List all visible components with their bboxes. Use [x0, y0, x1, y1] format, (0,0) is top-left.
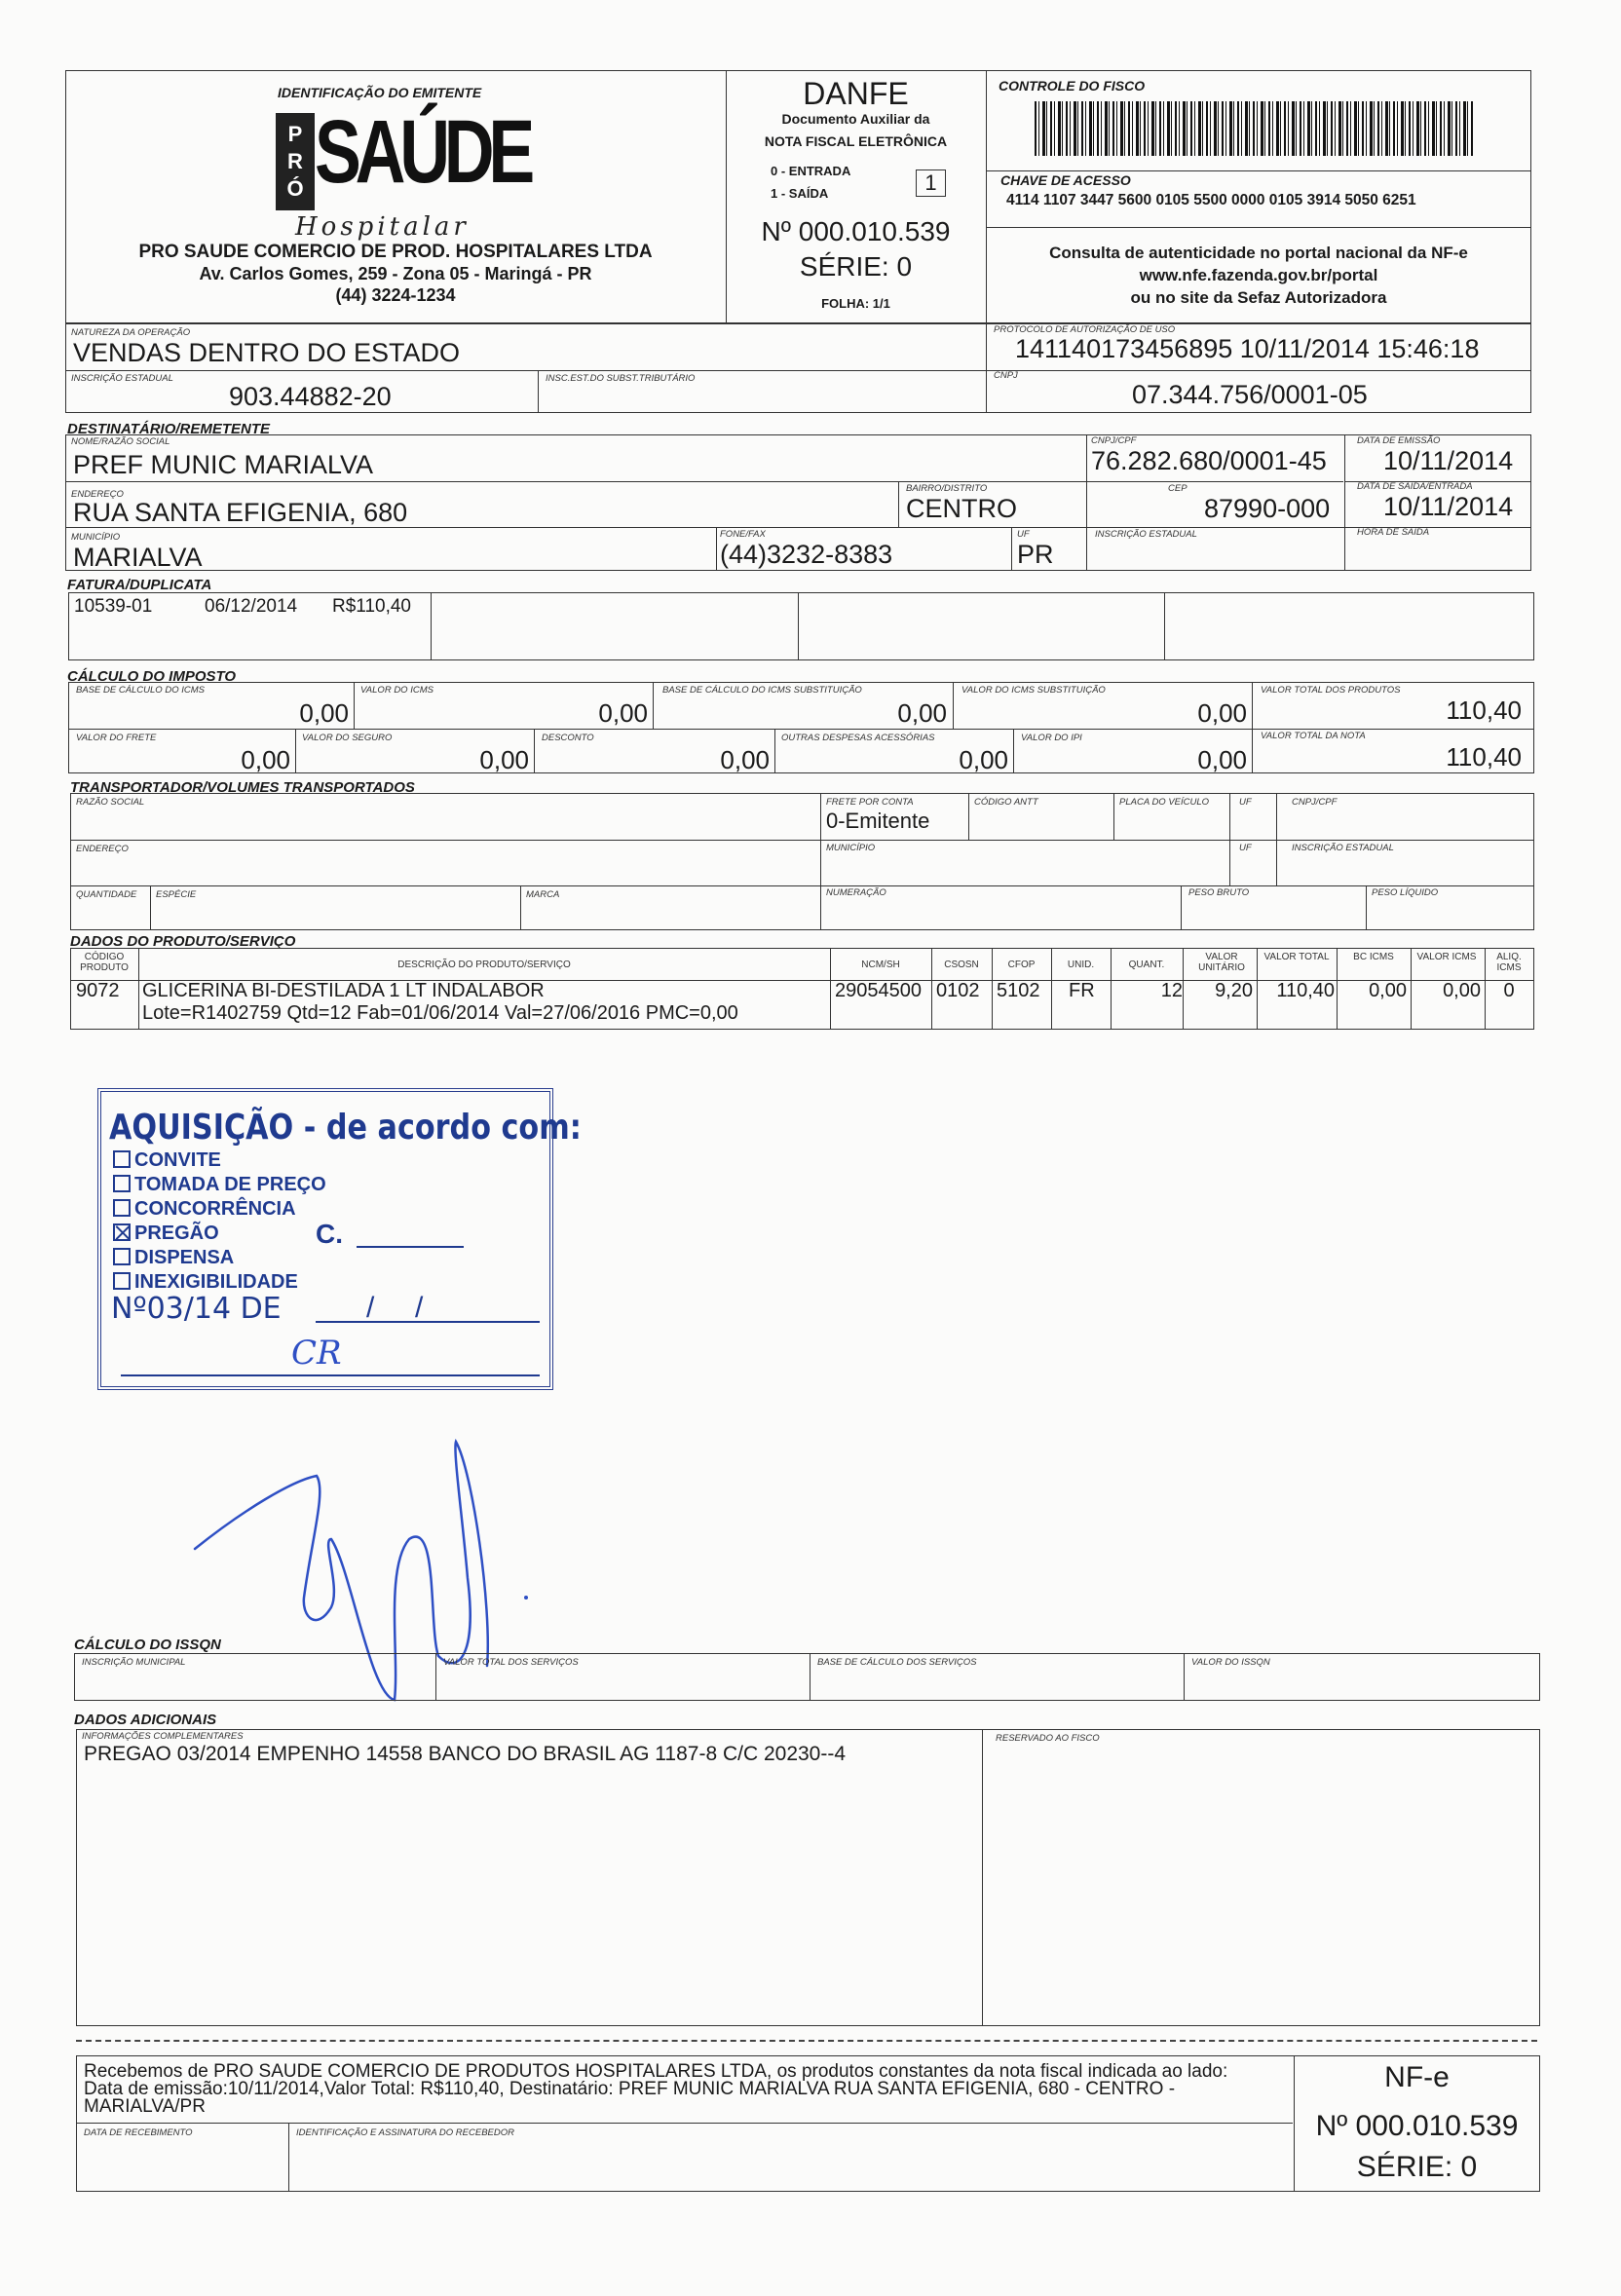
danfe-sub2: NOTA FISCAL ELETRÔNICA [764, 133, 948, 149]
info-complementares-label: INFORMAÇÕES COMPLEMENTARES [82, 1731, 244, 1742]
th-csosn: CSOSN [944, 960, 979, 970]
th-quant: QUANT. [1128, 960, 1165, 970]
canhoto-data-label: DATA DE RECEBIMENTO [84, 2127, 193, 2138]
item-quant: 12 [1160, 980, 1183, 1001]
th-vicms: VALOR ICMS [1416, 952, 1477, 962]
issqn-section: CÁLCULO DO ISSQN [74, 1637, 221, 1653]
issqn-block [74, 1653, 1540, 1701]
dest-bairro: CENTRO [906, 494, 1017, 523]
ie-value: 903.44882-20 [229, 382, 392, 411]
item-codigo: 9072 [76, 980, 120, 1001]
fatura-numero: 10539-01 [74, 596, 153, 617]
stamp-c-label: C. [316, 1219, 343, 1249]
total-nota-label: VALOR TOTAL DA NOTA [1261, 731, 1366, 741]
fatura-valor: R$110,40 [332, 596, 411, 617]
stamp-numero-line: Nº03/14 DE [111, 1292, 282, 1326]
item-vicms: 0,00 [1443, 980, 1481, 1001]
item-descricao2: Lote=R1402759 Qtd=12 Fab=01/06/2014 Val=27/06/2016 PMC=0,00 [142, 1002, 738, 1024]
canhoto-assinatura-label: IDENTIFICAÇÃO E ASSINATURA DO RECEBEDOR [296, 2127, 514, 2138]
destinatario-section: DESTINATÁRIO/REMETENTE [67, 421, 271, 437]
cnpj-label: CNPJ [994, 370, 1018, 381]
ie-label: INSCRIÇÃO ESTADUAL [71, 373, 173, 384]
dest-endereco-label: ENDEREÇO [71, 489, 124, 500]
checkbox-pregao-checked [113, 1223, 131, 1241]
th-descricao: DESCRIÇÃO DO PRODUTO/SERVIÇO [397, 960, 571, 970]
dest-cep-label: CEP [1168, 483, 1187, 494]
transp-endereco-label: ENDEREÇO [76, 844, 129, 854]
item-unid: FR [1069, 980, 1095, 1001]
consulta-line2: www.nfe.fazenda.gov.br/portal [1139, 266, 1378, 284]
th-vunit: VALOR UNITÁRIO [1198, 952, 1245, 973]
th-codigo: CÓDIGO PRODUTO [80, 952, 129, 973]
transp-antt-label: CÓDIGO ANTT [974, 797, 1038, 808]
entrada-label: 0 - ENTRADA [771, 164, 851, 178]
dest-endereco: RUA SANTA EFIGENIA, 680 [73, 498, 408, 527]
dest-municipio-label: MUNICÍPIO [71, 532, 121, 543]
base-icms-label: BASE DE CÁLCULO DO ICMS [76, 685, 205, 696]
transp-ie-label: INSCRIÇÃO ESTADUAL [1292, 843, 1394, 853]
natureza-value: VENDAS DENTRO DO ESTADO [73, 338, 461, 367]
item-descricao: GLICERINA BI-DESTILADA 1 LT INDALABOR [142, 980, 545, 1001]
transp-placa-label: PLACA DO VEÍCULO [1119, 797, 1210, 808]
protocolo-value: 141140173456895 10/11/2014 15:46:18 [1015, 334, 1480, 363]
checkbox-concorrencia [113, 1199, 131, 1217]
controle-fisco-label: CONTROLE DO FISCO [999, 78, 1146, 94]
dest-fone: (44)3232-8383 [720, 540, 893, 569]
transp-numeracao-label: NUMERAÇÃO [826, 887, 886, 898]
canhoto-serie: SÉRIE: 0 [1356, 2151, 1478, 2183]
desconto-value: 0,00 [720, 745, 770, 774]
issqn-total-label: VALOR TOTAL DOS SERVIÇOS [443, 1657, 579, 1668]
fatura-vencimento: 06/12/2014 [205, 596, 298, 617]
adicionais-block [76, 1729, 1540, 2026]
total-produtos-value: 110,40 [1446, 696, 1522, 725]
transp-frete: 0-Emitente [826, 809, 930, 833]
stamp-option-pregao: PREGÃO [113, 1222, 326, 1246]
dest-saida: 10/11/2014 [1383, 492, 1514, 521]
stamp-date-line [316, 1321, 540, 1323]
transp-especie-label: ESPÉCIE [156, 889, 197, 900]
desconto-label: DESCONTO [542, 733, 594, 743]
chave-label: CHAVE DE ACESSO [1000, 172, 1131, 188]
company-address: Av. Carlos Gomes, 259 - Zona 05 - Maringá - PR [199, 264, 592, 283]
th-unid: UNID. [1067, 960, 1095, 970]
chave-acesso: 4114 1107 3447 5600 0105 5500 0000 0105 3914 5050 6251 [1006, 192, 1416, 208]
danfe-sub1: Documento Auxiliar da [781, 111, 930, 127]
issqn-inscricao-label: INSCRIÇÃO MUNICIPAL [82, 1657, 186, 1668]
dest-municipio: MARIALVA [73, 543, 203, 572]
emitente-title: IDENTIFICAÇÃO DO EMITENTE [278, 85, 482, 100]
logo-script-text: Hospitalar [295, 212, 470, 242]
issqn-valor-label: VALOR DO ISSQN [1191, 1657, 1270, 1668]
stamp-option-convite: CONVITE [113, 1148, 326, 1173]
company-name: PRO SAUDE COMERCIO DE PROD. HOSPITALARES LTDA [138, 242, 653, 262]
dest-cep: 87990-000 [1204, 494, 1331, 523]
frete-label: VALOR DO FRETE [76, 733, 157, 743]
dest-saida-label: DATA DE SAÍDA/ENTRADA [1357, 481, 1473, 492]
valor-icms-st-value: 0,00 [1197, 698, 1247, 728]
base-icms-st-value: 0,00 [897, 698, 947, 728]
consulta-line1: Consulta de autenticidade no portal nacional da NF-e [1049, 244, 1468, 262]
outras-despesas-value: 0,00 [959, 745, 1008, 774]
transp-municipio-label: MUNICÍPIO [826, 843, 876, 853]
company-logo [276, 102, 529, 244]
ipi-value: 0,00 [1197, 745, 1247, 774]
transportador-block [70, 793, 1534, 930]
canhoto-numero: Nº 000.010.539 [1315, 2110, 1519, 2142]
transp-marca-label: MARCA [526, 889, 560, 900]
total-produtos-label: VALOR TOTAL DOS PRODUTOS [1261, 685, 1401, 696]
canhoto-texto1: Recebemos de PRO SAUDE COMERCIO DE PRODUTOS HOSPITALARES LTDA, os produtos constantes da nota fiscal indicada ao lado: [84, 2061, 1228, 2082]
th-vtotal: VALOR TOTAL [1263, 952, 1330, 962]
transp-uf-label: UF [1239, 797, 1252, 808]
saida-label: 1 - SAÍDA [771, 186, 829, 201]
transp-cnpj-label: CNPJ/CPF [1292, 797, 1338, 808]
tipo-box: 1 [916, 169, 946, 197]
produtos-section: DADOS DO PRODUTO/SERVIÇO [70, 933, 296, 950]
valor-icms-st-label: VALOR DO ICMS SUBSTITUIÇÃO [961, 685, 1106, 696]
item-ncm: 29054500 [835, 980, 922, 1001]
valor-icms-label: VALOR DO ICMS [360, 685, 434, 696]
stamp-initials: CR [291, 1334, 342, 1373]
acquisition-stamp [97, 1088, 582, 1390]
th-cfop: CFOP [1007, 960, 1036, 970]
seguro-label: VALOR DO SEGURO [302, 733, 393, 743]
issqn-base-label: BASE DE CÁLCULO DOS SERVIÇOS [817, 1657, 977, 1668]
stamp-options [113, 1148, 326, 1295]
transp-peso-liquido-label: PESO LÍQUIDO [1372, 887, 1439, 898]
stamp-option-inexigibilidade: INEXIGIBILIDADE [113, 1270, 326, 1295]
dest-uf-label: UF [1017, 529, 1030, 540]
th-aliq: ALIQ. ICMS [1496, 952, 1522, 973]
transportador-section: TRANSPORTADOR/VOLUMES TRANSPORTADOS [70, 779, 415, 796]
consulta-line3: ou no site da Sefaz Autorizadora [1130, 288, 1387, 307]
dest-cnpj-label: CNPJ/CPF [1091, 435, 1137, 446]
checkbox-convite [113, 1150, 131, 1168]
info-complementares: PREGAO 03/2014 EMPENHO 14558 BANCO DO BRASIL AG 1187-8 C/C 20230--4 [84, 1743, 847, 1765]
item-vtotal: 110,40 [1276, 980, 1335, 1001]
imposto-section: CÁLCULO DO IMPOSTO [67, 668, 237, 685]
transp-frete-label: FRETE POR CONTA [826, 797, 914, 808]
logo-big-text: SAÚDE [315, 102, 529, 202]
checkbox-inexigibilidade [113, 1272, 131, 1290]
item-vunit: 9,20 [1215, 980, 1253, 1001]
stamp-c-line [357, 1246, 464, 1248]
dest-nome-label: NOME/RAZÃO SOCIAL [71, 436, 170, 447]
dest-hora-label: HORA DE SAÍDA [1357, 527, 1430, 538]
danfe-folha: FOLHA: 1/1 [821, 296, 890, 311]
th-ncm: NCM/SH [861, 960, 900, 970]
company-phone: (44) 3224-1234 [335, 285, 456, 305]
transp-peso-bruto-label: PESO BRUTO [1188, 887, 1250, 898]
ipi-label: VALOR DO IPI [1021, 733, 1082, 743]
cut-line [76, 2040, 1537, 2042]
total-nota-value: 110,40 [1446, 742, 1522, 772]
base-icms-value: 0,00 [299, 698, 349, 728]
reservado-fisco-label: RESERVADO AO FISCO [996, 1733, 1100, 1744]
item-aliq: 0 [1503, 980, 1515, 1001]
stamp-title: AQUISIÇÃO - de acordo com: [109, 1108, 582, 1148]
stamp-option-tomada: TOMADA DE PREÇO [113, 1173, 326, 1197]
base-icms-st-label: BASE DE CÁLCULO DO ICMS SUBSTITUIÇÃO [662, 685, 862, 696]
transp-razao-label: RAZÃO SOCIAL [76, 797, 145, 808]
natureza-label: NATUREZA DA OPERAÇÃO [71, 327, 191, 338]
ie-st-label: INSC.EST.DO SUBST.TRIBUTÁRIO [546, 373, 696, 384]
danfe-serie: SÉRIE: 0 [799, 251, 913, 282]
dest-ie-label: INSCRIÇÃO ESTADUAL [1095, 529, 1197, 540]
dest-fone-label: FONE/FAX [720, 529, 766, 540]
barcode [1035, 101, 1475, 156]
dest-bairro-label: BAIRRO/DISTRITO [906, 483, 988, 494]
transp-uf2-label: UF [1239, 843, 1252, 853]
canhoto-texto3: MARIALVA/PR [84, 2096, 206, 2117]
fatura-section: FATURA/DUPLICATA [67, 577, 212, 593]
danfe-title: DANFE [803, 76, 909, 111]
transp-quantidade-label: QUANTIDADE [76, 889, 137, 900]
stamp-option-dispensa: DISPENSA [113, 1246, 326, 1270]
cnpj-value: 07.344.756/0001-05 [1132, 380, 1368, 409]
stamp-date-slash1: / [366, 1292, 375, 1324]
item-csosn: 0102 [936, 980, 980, 1001]
adicionais-section: DADOS ADICIONAIS [74, 1712, 217, 1728]
checkbox-dispensa [113, 1248, 131, 1265]
dest-emissao: 10/11/2014 [1383, 446, 1514, 475]
canhoto-nfe: NF-e [1384, 2061, 1450, 2093]
seguro-value: 0,00 [479, 745, 529, 774]
stamp-bottom-line [121, 1374, 540, 1376]
stamp-date-slash2: / [415, 1292, 424, 1324]
dest-uf: PR [1017, 540, 1054, 569]
dest-emissao-label: DATA DE EMISSÃO [1357, 435, 1441, 446]
frete-value: 0,00 [241, 745, 290, 774]
stamp-option-concorrencia: CONCORRÊNCIA [113, 1197, 326, 1222]
outras-despesas-label: OUTRAS DESPESAS ACESSÓRIAS [781, 733, 935, 743]
item-cfop: 5102 [997, 980, 1040, 1001]
valor-icms-value: 0,00 [598, 698, 648, 728]
dest-nome: PREF MUNIC MARIALVA [73, 450, 374, 479]
logo-vertical-text: PRÓ [286, 122, 304, 201]
dest-cnpj: 76.282.680/0001-45 [1091, 446, 1327, 475]
canhoto-texto2: Data de emissão:10/11/2014,Valor Total: R$110,40, Destinatário: PREF MUNIC MARIALVA RUA SANTA EFIGENIA, 680 - CENTRO - [84, 2079, 1176, 2099]
checkbox-tomada [113, 1175, 131, 1192]
danfe-numero: Nº 000.010.539 [761, 216, 951, 246]
th-bc: BC ICMS [1353, 952, 1394, 962]
item-bc: 0,00 [1369, 980, 1407, 1001]
protocolo-label: PROTOCOLO DE AUTORIZAÇÃO DE USO [994, 324, 1176, 335]
